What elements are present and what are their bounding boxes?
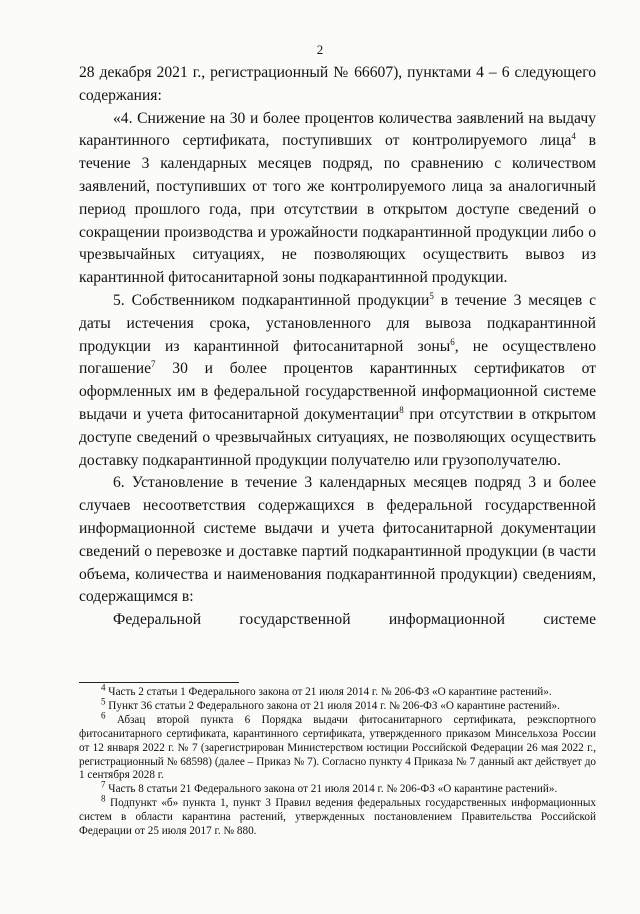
- footnotes: [79, 682, 596, 839]
- footnote-ref-7: 7: [151, 359, 156, 370]
- footnote-ref-8: 8: [399, 404, 404, 415]
- continuation-text: Федеральной государственной информационной системе: [113, 611, 596, 629]
- item-5-text-d: 30 и более процентов карантинных сертификатов от оформленных им в федеральной государственной информационной системе выдачи и учета фитосанитарной документации: [79, 360, 596, 423]
- paragraph-item-4: [79, 108, 596, 290]
- footnote: [79, 779, 596, 797]
- paragraph-intro-text: 28 декабря 2021 г., регистрационный № 66607), пунктами 4 – 6 следующего содержания:: [79, 64, 596, 104]
- footnote-text: Абзац второй пункта 6 Порядка выдачи фитосанитарного сертификата, реэкспортного фитосанитарного сертификата, карантинного сертификата, утвержденного приказом Минсельхоза России от 12 января 2022 г. № 7 (зарегистрирован Министерством юстиции Российской Федерации 26 мая 2022 г., регистрационный № 68598) (далее – Приказ № 7). Согласно пункту 4 Приказа № 7 данный акт действует до 1 сентября 2028 г.: [79, 713, 596, 782]
- paragraph-continuation: [79, 609, 596, 632]
- footnote-number: 6: [101, 710, 106, 721]
- footnote: [79, 793, 596, 839]
- footnote-text: Часть 2 статьи 1 Федерального закона от 21 июля 2014 г. № 206-ФЗ «О карантине растений».: [105, 686, 552, 698]
- footnote-number: 7: [101, 779, 106, 790]
- paragraph-item-5: [79, 290, 596, 472]
- item-4-text-a: «4. Снижение на 30 и более процентов количества заявлений на выдачу карантинного сертификата, поступивших от контролируемого лица: [79, 109, 596, 150]
- item-6-text: 6. Установление в течение 3 календарных месяцев подряд 3 и более случаев несоответствия содержащихся в федеральной государственной информационной системе выдачи и учета фитосанитарной документации сведений о перевозке и доставке партий подкарантинной продукции (в части объема, количества и наименования подкарантинной продукции) сведениям, содержащимся в:: [79, 474, 596, 606]
- footnote-text: Подпункт «б» пункта 1, пункт 3 Правил ведения федеральных государственных информационных систем в области карантина растений, утвержденных постановлением Правительства Российской Федерации от 25 июля 2017 г. № 880.: [79, 797, 596, 838]
- footnote-number: 8: [101, 793, 106, 804]
- footnote-number: 4: [101, 682, 106, 693]
- footnote-text: Часть 8 статьи 21 Федерального закона от 21 июля 2014 г. № 206-ФЗ «О карантине растений».: [105, 783, 558, 796]
- footnote-text: Пункт 36 статьи 2 Федерального закона от 21 июля 2014 г. № 206-ФЗ «О карантине растений».: [105, 699, 560, 712]
- item-4-text-b: в течение 3 календарных месяцев подряд, по сравнению с количеством заявлений, поступивших от того же контролируемого лица за аналогичный период прошлого года, при отсутствии в открытом доступе сведений о сокращении производства и урожайности подкарантинной продукции либо о чрезвычайных ситуациях, не позволяющих осуществить вывоз из карантинной фитосанитарной зоны подкарантинной продукции.: [79, 132, 596, 287]
- item-5-text-a: 5. Собственником подкарантинной продукции: [113, 291, 430, 309]
- page-number: 2: [316, 42, 324, 57]
- footnote: [79, 696, 596, 714]
- paragraph-intro: [79, 62, 596, 108]
- item-5-text-c: , не осуществлено погашение: [79, 337, 596, 378]
- footnote-ref-4: 4: [571, 131, 576, 142]
- document-body: [79, 62, 596, 632]
- footnote-number: 5: [101, 696, 106, 707]
- footnote: [79, 682, 596, 700]
- footnote: [79, 710, 596, 784]
- paragraph-item-6: [79, 472, 596, 609]
- footnote-ref-6: 6: [450, 336, 455, 347]
- item-5-text-b: в течение 3 месяцев с даты истечения срока, установленного для вывоза подкарантинной продукции из карантинной фитосанитарной зоны: [79, 291, 596, 355]
- item-5-text-e: при отсутствии в открытом доступе сведений о чрезвычайных ситуациях, не позволяющих осуществить доставку подкарантинной продукции получателю или грузополучателю.: [79, 405, 596, 469]
- footnote-ref-5: 5: [429, 290, 434, 301]
